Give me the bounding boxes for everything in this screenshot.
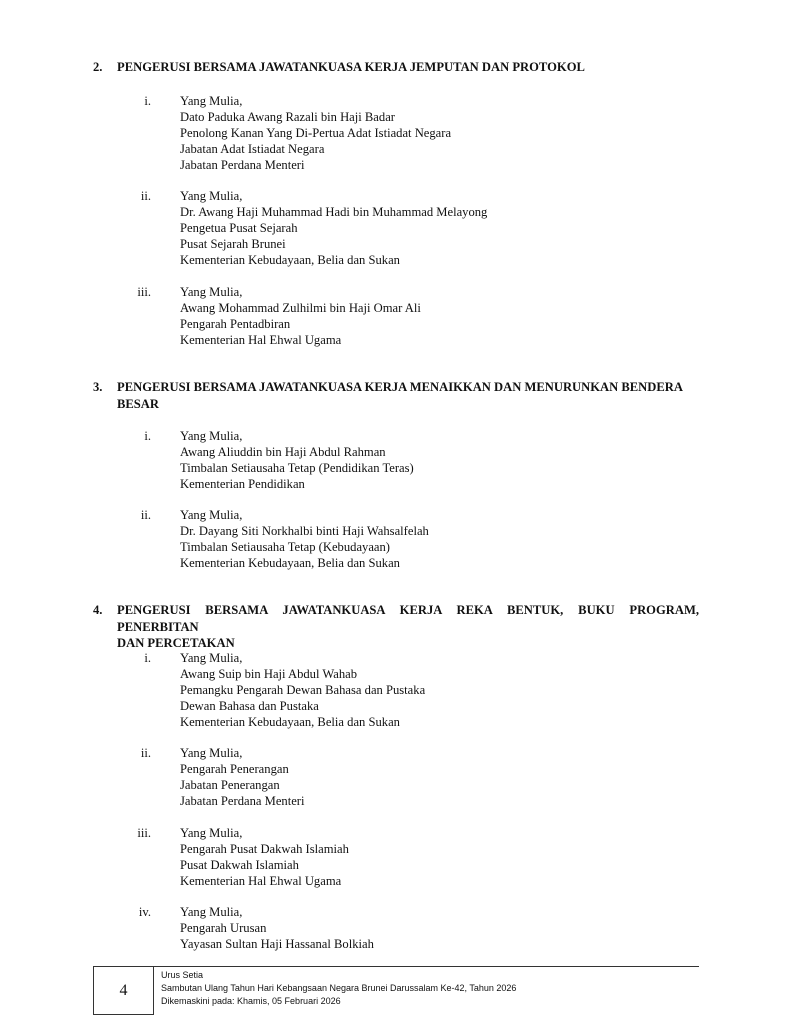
entry-line: Kementerian Kebudayaan, Belia dan Sukan (180, 715, 400, 729)
item-numeral: ii. (140, 746, 151, 760)
entry-line: Jabatan Perdana Menteri (180, 158, 305, 172)
entry-line: Kementerian Pendidikan (180, 477, 305, 491)
entry-line: Jabatan Adat Istiadat Negara (180, 142, 325, 156)
entry-line: Dr. Awang Haji Muhammad Hadi bin Muhammad Melayong (180, 205, 488, 219)
entry-line: Yang Mulia, (180, 94, 243, 108)
entry-line: Yang Mulia, (180, 826, 243, 840)
entry-line: Kementerian Hal Ehwal Ugama (180, 333, 342, 347)
section-title-line: PENGERUSI BERSAMA JAWATANKUASA KERJA MENAIKKAN DAN MENURUNKAN BENDERA (117, 380, 683, 394)
section-title: PENGERUSI BERSAMA JAWATANKUASA KERJA JEMPUTAN DAN PROTOKOL (117, 60, 585, 74)
entry-line: Pengarah Pentadbiran (180, 317, 291, 331)
entry-line: Yang Mulia, (180, 746, 243, 760)
entry-line: Pusat Sejarah Brunei (180, 237, 286, 251)
item-numeral: iv. (138, 905, 151, 919)
entry-line: Pusat Dakwah Islamiah (180, 858, 299, 872)
section-title (117, 379, 699, 412)
entry-line: Jabatan Perdana Menteri (180, 794, 305, 808)
item-numeral: ii. (140, 508, 151, 522)
entry-line: Timbalan Setiausaha Tetap (Pendidikan Teras) (180, 461, 414, 475)
section-number: 4. (93, 603, 103, 617)
entry-line: Yang Mulia, (180, 429, 243, 443)
entry-line: Awang Suip bin Haji Abdul Wahab (180, 667, 358, 681)
entry-line: Yang Mulia, (180, 651, 243, 665)
entry-line: Kementerian Kebudayaan, Belia dan Sukan (180, 556, 400, 570)
footer-line: Urus Setia (161, 970, 204, 980)
footer-text (161, 969, 516, 1008)
section-number: 2. (93, 60, 103, 74)
entry-line: Pengarah Urusan (180, 921, 267, 935)
section-title (117, 602, 699, 652)
entry-line: Dr. Dayang Siti Norkhalbi binti Haji Wahsalfelah (180, 524, 429, 538)
entry-line: Awang Aliuddin bin Haji Abdul Rahman (180, 445, 386, 459)
item-numeral: i. (144, 429, 151, 443)
entry-line: Penolong Kanan Yang Di-Pertua Adat Istiadat Negara (180, 126, 452, 140)
entry-line: Dato Paduka Awang Razali bin Haji Badar (180, 110, 395, 124)
section-heading (93, 59, 699, 76)
section-title-line: PENGERUSI BERSAMA JAWATANKUASA KERJA REKA BENTUK, BUKU PROGRAM, PENERBITAN (117, 603, 699, 634)
section-3 (93, 379, 699, 570)
entry-line: Pengarah Penerangan (180, 762, 289, 776)
entry-line: Kementerian Hal Ehwal Ugama (180, 874, 342, 888)
section-title-line: DAN PERCETAKAN (117, 636, 235, 650)
section-4 (93, 602, 699, 951)
page-number: 4 (93, 967, 154, 1015)
entry-line: Kementerian Kebudayaan, Belia dan Sukan (180, 253, 400, 267)
section-number: 3. (93, 380, 103, 394)
entry-line: Yayasan Sultan Haji Hassanal Bolkiah (180, 937, 374, 951)
entry-line: Yang Mulia, (180, 285, 243, 299)
entry-line: Dewan Bahasa dan Pustaka (180, 699, 319, 713)
section-title-line: BESAR (117, 396, 159, 411)
entry-line: Jabatan Penerangan (180, 778, 280, 792)
entry-line: Awang Mohammad Zulhilmi bin Haji Omar Ali (180, 301, 421, 315)
footer-line: Dikemaskini pada: Khamis, 05 Februari 2026 (161, 996, 341, 1006)
section-heading (93, 379, 699, 412)
section-2 (93, 59, 699, 347)
entry-line: Yang Mulia, (180, 189, 243, 203)
entry-line: Pengetua Pusat Sejarah (180, 221, 298, 235)
footer-line: Sambutan Ulang Tahun Hari Kebangsaan Negara Brunei Darussalam Ke-42, Tahun 2026 (161, 983, 517, 993)
item-numeral: ii. (140, 189, 151, 203)
entry-line: Timbalan Setiausaha Tetap (Kebudayaan) (180, 540, 391, 554)
entry-line: Yang Mulia, (180, 508, 243, 522)
entry-line: Pengarah Pusat Dakwah Islamiah (180, 842, 349, 856)
entry-line: Yang Mulia, (180, 905, 243, 919)
item-numeral: i. (144, 651, 151, 665)
entry-line: Pemangku Pengarah Dewan Bahasa dan Pustaka (180, 683, 426, 697)
item-numeral: i. (144, 94, 151, 108)
page-footer (93, 966, 699, 1015)
item-numeral: iii. (137, 285, 151, 299)
section-heading (93, 602, 699, 652)
item-numeral: iii. (137, 826, 151, 840)
